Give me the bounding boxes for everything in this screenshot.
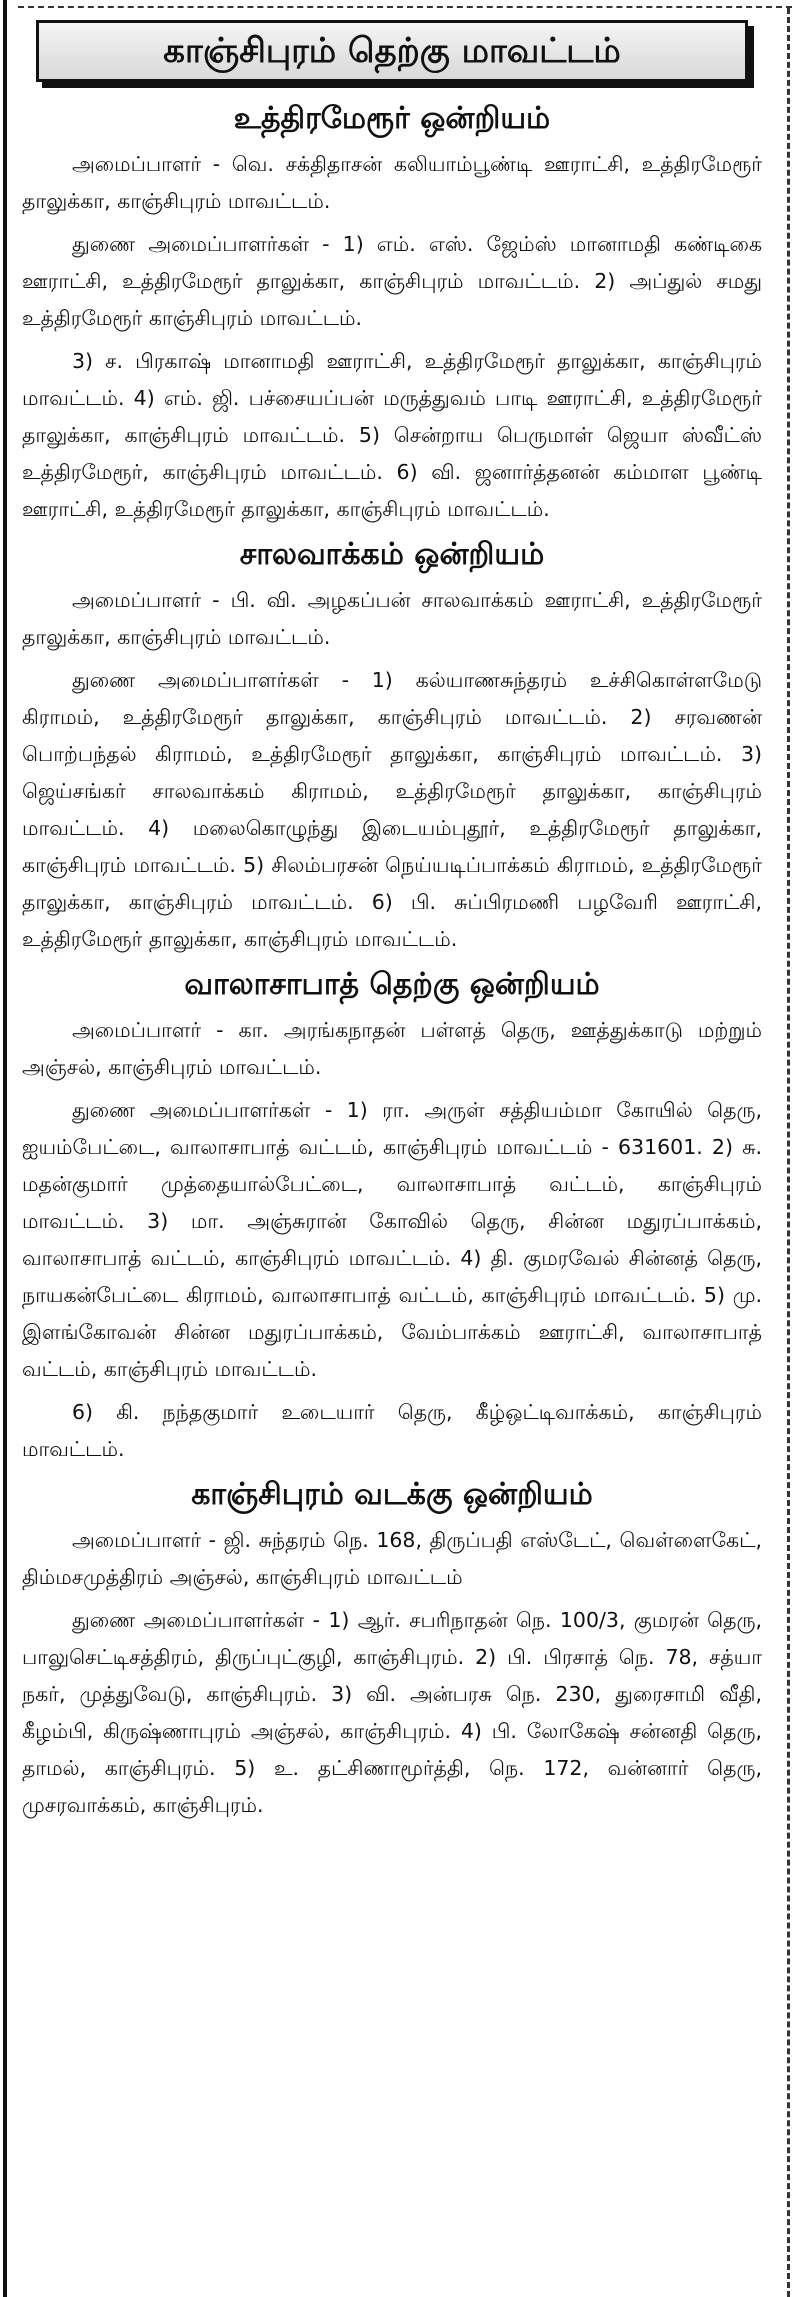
organizer-paragraph: அமைப்பாளர் - பி. வி. அழகப்பன் சாலவாக்கம் ஊராட்சி, உத்திரமேரூர் தாலுக்கா, காஞ்சிபுரம் மாவட்டம்.	[22, 588, 762, 649]
deputy-organizers-paragraph: துணை அமைப்பாளர்கள் - 1) கல்யாணசுந்தரம் உச்சிகொள்ளமேடு கிராமம், உத்திரமேரூர் தாலுக்கா, காஞ்சிபுரம் மாவட்டம். 2) சரவணன் பொற்பந்தல் கிராமம், உத்திரமேரூர் தாலுக்கா, காஞ்சிபுரம் மாவட்டம். 3) ஜெய்சங்கர் சாலவாக்கம் கிராமம், உத்திரமேரூர் தாலுக்கா, காஞ்சிபுரம் மாவட்டம். 4) மலைகொழுந்து இடையம்புதூர், உத்திரமேரூர் தாலுக்கா, காஞ்சிபுரம் மாவட்டம். 5) சிலம்பரசன் நெய்யடிப்பாக்கம் கிராமம், உத்திரமேரூர் தாலுக்கா, காஞ்சிபுரம் மாவட்டம். 6) பி. சுப்பிரமணி பழவேரி ஊராட்சி, உத்திரமேரூர் தாலுக்கா, காஞ்சிபுரம் மாவட்டம்.	[22, 668, 762, 951]
section-kanchipuram-north	[22, 1472, 762, 1824]
section-title: காஞ்சிபுரம் வடக்கு ஒன்றியம்	[191, 1477, 593, 1512]
section-title: வாலாசாபாத் தெற்கு ஒன்றியம்	[184, 967, 600, 1002]
left-column-rule	[3, 0, 7, 2297]
organizer-paragraph: அமைப்பாளர் - வெ. சக்திதாசன் கலியாம்பூண்டி ஊராட்சி, உத்திரமேரூர் தாலுக்கா, காஞ்சிபுரம் மாவட்டம்.	[22, 152, 762, 213]
deputy-organizers-paragraph: 6) கி. நந்தகுமார் உடையார் தெரு, கீழ்ஒட்டிவாக்கம், காஞ்சிபுரம் மாவட்டம்.	[22, 1400, 762, 1461]
deputy-organizers-paragraph: 3) ச. பிரகாஷ் மானாமதி ஊராட்சி, உத்திரமேரூர் தாலுக்கா, காஞ்சிபுரம் மாவட்டம். 4) எம். ஜி. பச்சையப்பன் மருத்துவம் பாடி ஊராட்சி, உத்திரமேரூர் தாலுக்கா, காஞ்சிபுரம் மாவட்டம். 5) சென்றாய பெருமாள் ஜெயா ஸ்வீட்ஸ் உத்திரமேரூர், காஞ்சிபுரம் மாவட்டம். 6) வி. ஜனார்த்தனன் கம்மாள பூண்டி ஊராட்சி, உத்திரமேரூர் தாலுக்கா, காஞ்சிபுரம் மாவட்டம்.	[22, 349, 762, 521]
article-body	[22, 20, 762, 1824]
section-title: உத்திரமேரூர் ஒன்றியம்	[233, 101, 551, 136]
section-walajabad-south	[22, 962, 762, 1468]
section-salavakkam	[22, 532, 762, 958]
deputy-organizers-paragraph: துணை அமைப்பாளர்கள் - 1) ஆர். சபரிநாதன் நெ. 100/3, குமரன் தெரு, பாலுசெட்டிசத்திரம், திருப்புட்குழி, காஞ்சிபுரம். 2) பி. பிரசாத் நெ. 78, சத்யா நகர், முத்துவேடு, காஞ்சிபுரம். 3) வி. அன்பரசு நெ. 230, துரைசாமி வீதி, கீழம்பி, கிருஷ்ணாபுரம் அஞ்சல், காஞ்சிபுரம். 4) பி. லோகேஷ் சன்னதி தெரு, தாமல், காஞ்சிபுரம். 5) உ. தட்சிணாமூர்த்தி, நெ. 172, வன்னார் தெரு, முசரவாக்கம், காஞ்சிபுரம்.	[22, 1608, 762, 1817]
district-banner: காஞ்சிபுரம் தெற்கு மாவட்டம்	[36, 20, 748, 82]
top-dashed-border	[18, 6, 792, 8]
deputy-organizers-paragraph: துணை அமைப்பாளர்கள் - 1) எம். எஸ். ஜேம்ஸ் மானாமதி கண்டிகை ஊராட்சி, உத்திரமேரூர் தாலுக்கா, காஞ்சிபுரம் மாவட்டம். 2) அப்துல் சமது உத்திரமேரூர் காஞ்சிபுரம் மாவட்டம்.	[22, 232, 762, 330]
section-title: சாலவாக்கம் ஒன்றியம்	[239, 537, 545, 572]
right-dashed-border	[787, 8, 790, 2297]
organizer-paragraph: அமைப்பாளர் - ஜி. சுந்தரம் நெ. 168, திருப்பதி எஸ்டேட், வெள்ளைகேட், திம்மசமுத்திரம் அஞ்சல், காஞ்சிபுரம் மாவட்டம்	[22, 1528, 762, 1589]
deputy-organizers-paragraph: துணை அமைப்பாளர்கள் - 1) ரா. அருள் சத்தியம்மா கோயில் தெரு, ஐயம்பேட்டை, வாலாசாபாத் வட்டம், காஞ்சிபுரம் மாவட்டம் - 631601. 2) சு. மதன்குமார் முத்தையால்பேட்டை, வாலாசாபாத் வட்டம், காஞ்சிபுரம் மாவட்டம். 3) மா. அஞ்சுரான் கோவில் தெரு, சின்ன மதுரப்பாக்கம், வாலாசாபாத் வட்டம், காஞ்சிபுரம் மாவட்டம். 4) தி. குமரவேல் சின்னத் தெரு, நாயகன்பேட்டை கிராமம், வாலாசாபாத் வட்டம், காஞ்சிபுரம் மாவட்டம். 5) மு. இளங்கோவன் சின்ன மதுரப்பாக்கம், வேம்பாக்கம் ஊராட்சி, வாலாசாபாத் வட்டம், காஞ்சிபுரம் மாவட்டம்.	[22, 1098, 762, 1381]
section-uthiramerur	[22, 96, 762, 528]
organizer-paragraph: அமைப்பாளர் - கா. அரங்கநாதன் பள்ளத் தெரு, ஊத்துக்காடு மற்றும் அஞ்சல், காஞ்சிபுரம் மாவட்டம்.	[22, 1018, 762, 1079]
